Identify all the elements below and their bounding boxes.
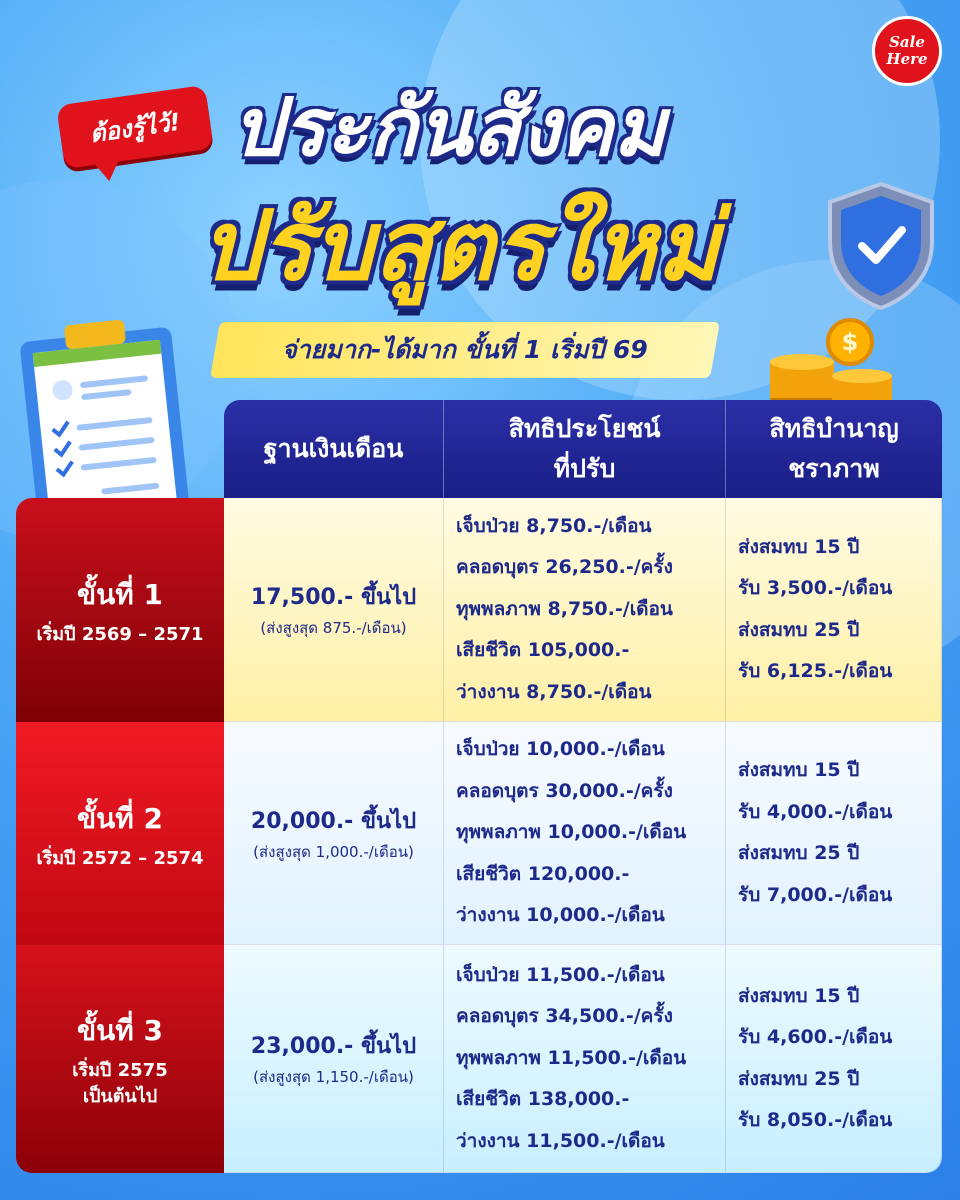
benefit-item: เสียชีวิต 138,000.- [456,1088,630,1111]
benefit-item: คลอดบุตร 26,250.-/ครั้ง [456,556,673,579]
sale-here-logo [872,16,942,86]
svg-text:$: $ [841,328,859,356]
pension-cell [726,498,942,722]
stage-period-2: เป็นต้นไป [82,1086,158,1107]
header-pension-line-1: สิทธิบำนาญ [769,414,899,443]
pension-item: รับ 4,000.-/เดือน [738,800,893,823]
benefit-item: ว่างงาน 8,750.-/เดือน [456,680,652,703]
pension-item: ส่งสมทบ 25 ปี [738,1067,860,1090]
subtitle-text: จ่ายมาก-ได้มาก ขั้นที่ 1 เริ่มปี 69 [282,335,648,364]
benefit-item: เจ็บป่วย 10,000.-/เดือน [456,738,665,761]
stage-period: เริ่มปี 2569 – 2571 [36,624,204,645]
pension-item: รับ 4,600.-/เดือน [738,1026,893,1048]
pension-item: ส่งสมทบ 25 ปี [738,618,860,641]
stage-title: ขั้นที่ 2 [77,801,163,835]
logo-line-1: Sale [889,33,925,51]
stage-period: เริ่มปี 2572 – 2574 [36,847,204,869]
table-row [16,498,942,722]
benefit-item: ทุพพลภาพ 10,000.-/เดือน [456,821,687,844]
benefit-item: ว่างงาน 11,500.-/เดือน [456,1129,665,1152]
benefit-item: ทุพพลภาพ 8,750.-/เดือน [456,597,673,620]
social-security-table [16,400,944,1173]
benefit-item: เจ็บป่วย 8,750.-/เดือน [456,514,652,537]
stage-title: ขั้นที่ 3 [77,1014,163,1047]
table-row [16,722,942,945]
pension-cell [726,945,942,1173]
pension-item: รับ 6,125.-/เดือน [738,660,893,682]
table-header [224,400,942,498]
header-benefits-line-1: สิทธิประโยชน์ [508,414,661,443]
header-benefits-line-2: ที่ปรับ [553,454,616,483]
pension-item: รับ 3,500.-/เดือน [738,577,893,599]
benefit-item: เจ็บป่วย 11,500.-/เดือน [456,963,665,986]
subtitle-banner [210,322,720,378]
page-title-line-1: ประกันสังคม [232,81,666,174]
stage-period: เริ่มปี 2575 [72,1060,168,1081]
page-title-line-2: ปรับสูตรใหม่ [200,190,720,302]
pension-item: รับ 7,000.-/เดือน [738,883,893,906]
salary-cell [224,945,444,1173]
benefit-item: ทุพพลภาพ 11,500.-/เดือน [456,1046,687,1069]
pension-item: รับ 8,050.-/เดือน [738,1109,893,1131]
shield-check-icon [822,180,940,312]
benefit-item: คลอดบุตร 30,000.-/ครั้ง [456,779,673,802]
benefit-item: เสียชีวิต 120,000.- [456,862,630,885]
coins-icon [768,318,896,408]
speech-bubble [56,85,213,169]
header-pension [726,400,942,498]
salary-value: 20,000.- ขึ้นไป [250,808,417,834]
benefits-cell [444,945,726,1173]
benefit-item: คลอดบุตร 34,500.-/ครั้ง [456,1005,673,1028]
benefit-item: เสียชีวิต 105,000.- [456,639,630,662]
stage-title: ขั้นที่ 1 [77,578,163,611]
salary-cap: (ส่งสูงสุด 1,150.-/เดือน) [253,1068,414,1086]
benefit-item: ว่างงาน 10,000.-/เดือน [456,904,665,927]
table-row [16,945,942,1173]
benefits-cell [444,498,726,722]
benefits-cell [444,722,726,945]
pension-item: ส่งสมทบ 15 ปี [738,759,860,781]
header-pension-line-2: ชราภาพ [788,454,880,483]
stage-cell [16,498,224,722]
salary-value: 23,000.- ขึ้นไป [250,1034,417,1059]
bubble-text: ต้องรู้ไว้! [88,107,183,148]
stage-cell [16,722,224,945]
pension-cell [726,722,942,945]
salary-cap: (ส่งสูงสุด 1,000.-/เดือน) [253,842,414,861]
salary-cap: (ส่งสูงสุด 875.-/เดือน) [260,619,407,637]
pension-item: ส่งสมทบ 15 ปี [738,535,860,558]
pension-item: ส่งสมทบ 25 ปี [738,842,860,864]
logo-line-2: Here [886,50,928,68]
salary-cell [224,722,444,945]
salary-cell [224,498,444,722]
header-salary-label: ฐานเงินเดือน [263,434,404,463]
stage-cell [16,945,224,1173]
header-benefits [444,400,726,498]
header-salary [224,400,444,498]
salary-value: 17,500.- ขึ้นไป [250,585,417,610]
pension-item: ส่งสมทบ 15 ปี [738,984,860,1007]
